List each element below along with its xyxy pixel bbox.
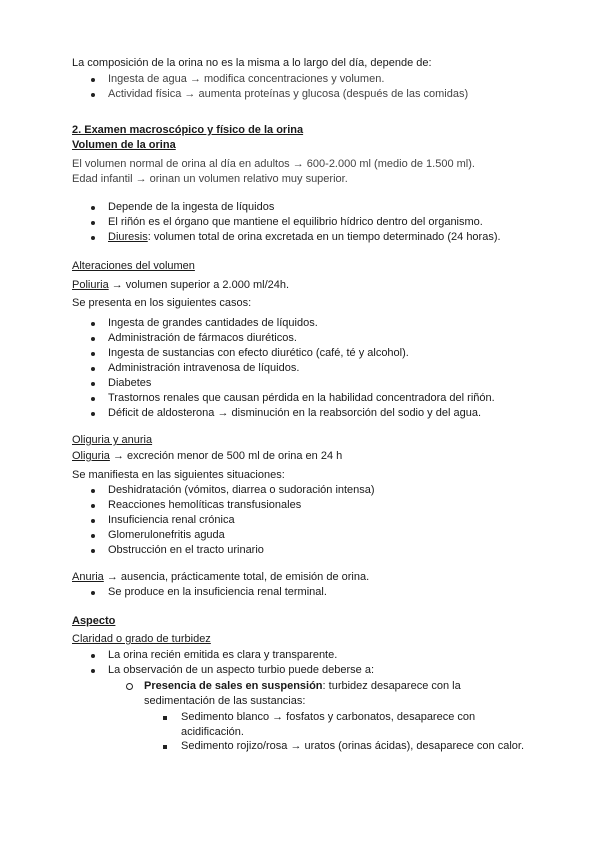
definition: → ausencia, prácticamente total, de emisión de orina. xyxy=(103,571,370,583)
list-item xyxy=(108,231,501,244)
bullet xyxy=(91,78,95,82)
section-heading: Aspecto xyxy=(72,615,116,627)
bullet xyxy=(91,591,95,595)
paragraph: El volumen normal de orina al día en adultos → 600-2.000 ml (medio de 1.500 ml). xyxy=(72,158,475,170)
bullet xyxy=(91,412,95,416)
paragraph: Se presenta en los siguientes casos: xyxy=(72,297,252,309)
definition-line xyxy=(72,571,369,584)
term: Anuria xyxy=(72,571,104,583)
list-item: Administración de fármacos diuréticos. xyxy=(108,332,297,344)
term: Oliguria xyxy=(72,450,110,462)
circle-bullet xyxy=(126,683,133,690)
definition: : volumen total de orina excretada en un tiempo determinado (24 horas). xyxy=(147,231,501,243)
subsection-heading: Claridad o grado de turbidez xyxy=(72,633,211,645)
square-bullet xyxy=(163,745,167,749)
subsection-heading: Alteraciones del volumen xyxy=(72,260,195,272)
bullet xyxy=(91,206,95,210)
list-item: Déficit de aldosterona → disminución en la reabsorción del sodio y del agua. xyxy=(108,407,481,419)
term: Poliuria xyxy=(72,279,109,291)
list-item: Reacciones hemolíticas transfusionales xyxy=(108,499,302,511)
bullet xyxy=(91,367,95,371)
definition-line xyxy=(72,279,289,292)
bullet xyxy=(91,397,95,401)
list-item: Ingesta de grandes cantidades de líquidos. xyxy=(108,317,318,329)
sub-item-rest: : turbidez desaparece con la xyxy=(322,680,461,692)
sub-sub-list-item: Sedimento rojizo/rosa → uratos (orinas ácidas), desaparece con calor. xyxy=(181,740,525,752)
subsection-heading: Oliguria y anuria xyxy=(72,434,153,446)
list-item: Trastornos renales que causan pérdida en la habilidad concentradora del riñón. xyxy=(108,392,495,404)
term: Diuresis xyxy=(108,231,148,243)
list-item: Depende de la ingesta de líquidos xyxy=(108,201,275,213)
bullet xyxy=(91,93,95,97)
intro-text: La composición de la orina no es la misma a lo largo del día, depende de: xyxy=(72,57,432,69)
sub-item-bold: Presencia de sales en suspensión xyxy=(144,680,323,692)
list-item: Insuficiencia renal crónica xyxy=(108,514,235,526)
definition-line xyxy=(72,450,342,463)
bullet xyxy=(91,352,95,356)
paragraph: Edad infantil → orinan un volumen relativo muy superior. xyxy=(72,173,348,185)
section-title: 2. Examen macroscópico y físico de la orina xyxy=(72,124,304,136)
bullet xyxy=(91,669,95,673)
paragraph: Se manifiesta en las siguientes situaciones: xyxy=(72,469,285,481)
bullet xyxy=(91,221,95,225)
bullet xyxy=(91,534,95,538)
bullet xyxy=(91,504,95,508)
bullet xyxy=(91,382,95,386)
bullet xyxy=(91,489,95,493)
square-bullet xyxy=(163,716,167,720)
bullet xyxy=(91,337,95,341)
bullet xyxy=(91,549,95,553)
sub-list-item-continued: sedimentación de las sustancias: xyxy=(144,695,306,707)
list-item: La orina recién emitida es clara y transparente. xyxy=(108,649,338,661)
sub-list-item xyxy=(144,680,461,693)
sub-sub-list-item: Sedimento blanco → fosfatos y carbonatos, desaparece con xyxy=(181,711,476,723)
section-subtitle: Volumen de la orina xyxy=(72,139,176,151)
list-item: Deshidratación (vómitos, diarrea o sudoración intensa) xyxy=(108,484,375,496)
list-item: La observación de un aspecto turbio puede deberse a: xyxy=(108,664,375,676)
list-item: El riñón es el órgano que mantiene el equilibrio hídrico dentro del organismo. xyxy=(108,216,483,228)
list-item: Ingesta de agua → modifica concentraciones y volumen. xyxy=(108,73,385,85)
list-item: Glomerulonefritis aguda xyxy=(108,529,225,541)
list-item: Diabetes xyxy=(108,377,152,389)
list-item: Se produce en la insuficiencia renal terminal. xyxy=(108,586,327,598)
bullet xyxy=(91,654,95,658)
list-item: Obstrucción en el tracto urinario xyxy=(108,544,264,556)
sub-sub-list-item-continued: acidificación. xyxy=(181,726,244,738)
list-item: Ingesta de sustancias con efecto diurético (café, té y alcohol). xyxy=(108,347,409,359)
list-item: Actividad física → aumenta proteínas y glucosa (después de las comidas) xyxy=(108,88,469,100)
bullet xyxy=(91,519,95,523)
definition: → volumen superior a 2.000 ml/24h. xyxy=(108,279,290,291)
definition: → excreción menor de 500 ml de orina en 24 h xyxy=(109,450,343,462)
list-item: Administración intravenosa de líquidos. xyxy=(108,362,300,374)
bullet xyxy=(91,236,95,240)
bullet xyxy=(91,322,95,326)
